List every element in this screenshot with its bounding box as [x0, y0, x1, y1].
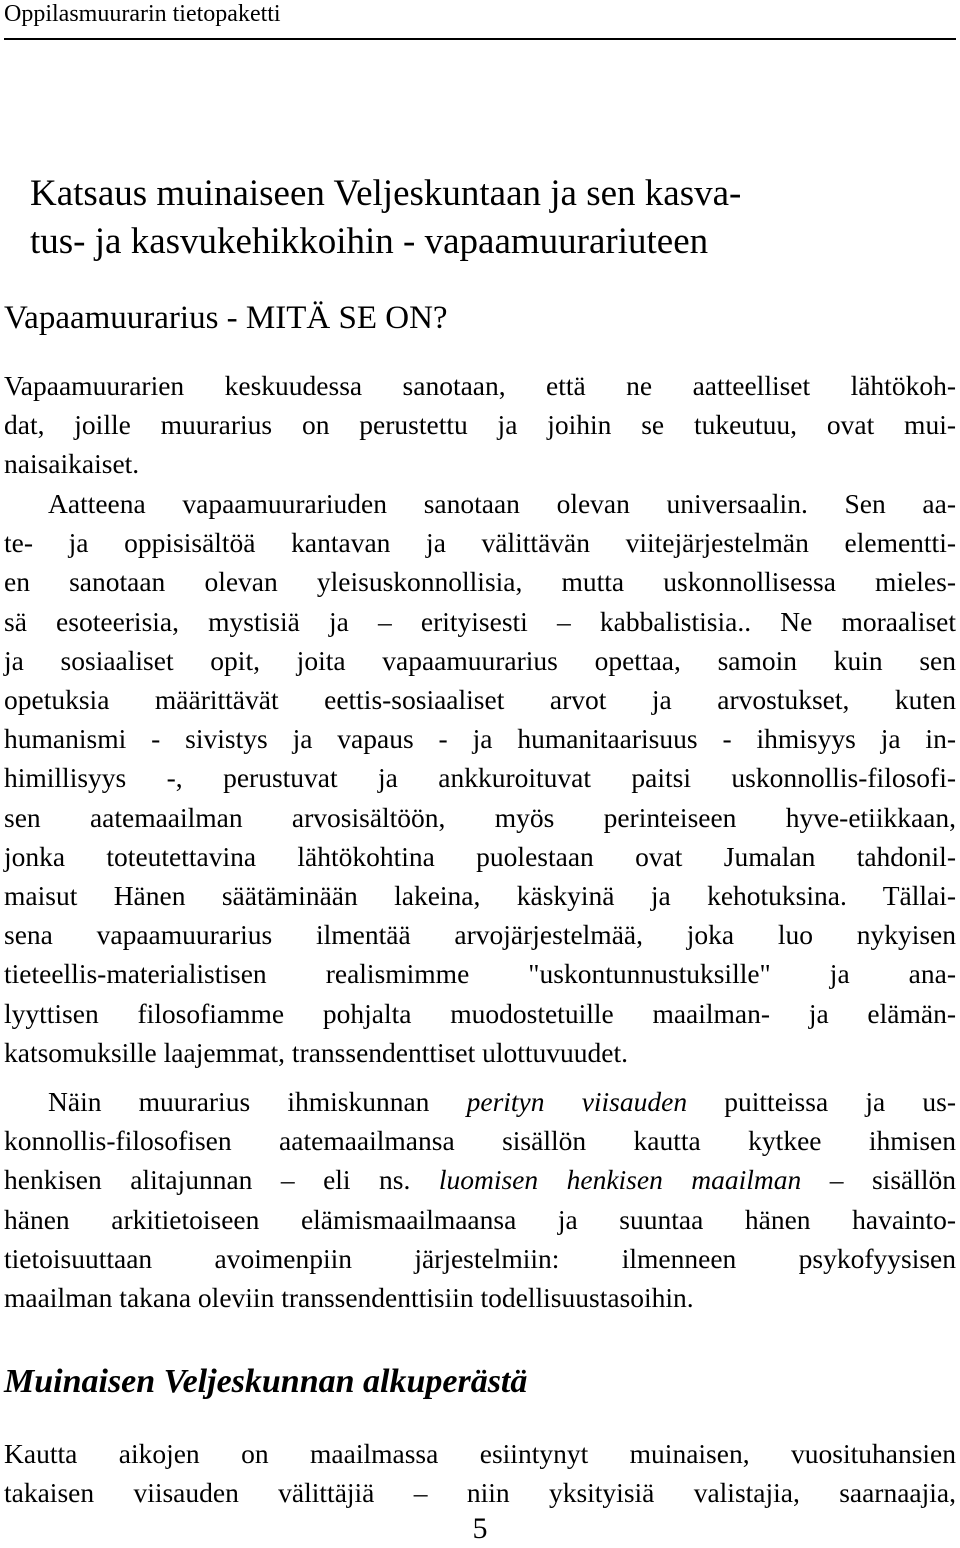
- document-title-line: tus- ja kasvukehikkoihin - vapaamuurariuteen: [30, 221, 709, 262]
- text-run: – sisällön: [801, 1164, 957, 1196]
- text-line: naisaikaiset.: [4, 448, 140, 480]
- text-line: hänen arkitietoiseen elämismaailmaansa ja suuntaa hänen havainto-: [4, 1203, 956, 1235]
- emphasis-text: perityn viisauden: [466, 1086, 688, 1117]
- text-line: ja sosiaaliset opit, joita vapaamuurarius opettaa, samoin kuin sen: [4, 644, 956, 676]
- text-line: dat, joille muurarius on perustettu ja joihin se tukeutuu, ovat mui-: [4, 409, 956, 441]
- text-run: henkisen alitajunnan – eli ns.: [4, 1164, 439, 1196]
- paragraph-universal: [4, 484, 956, 1072]
- text-line: Aatteena vapaamuurariuden sanotaan olevan universaalin. Sen aa-: [48, 488, 956, 519]
- text-line: maailman takana oleviin transsendenttisiin todellisuustasoihin.: [4, 1282, 694, 1314]
- paragraph-intro: [4, 366, 956, 484]
- header-rule: [4, 38, 956, 40]
- emphasis-text: luomisen henkisen maailman: [438, 1164, 802, 1196]
- text-line: sena vapaamuurarius ilmentää arvojärjestelmää, joka luo nykyisen: [4, 919, 956, 951]
- text-line: humanismi - sivistys ja vapaus - ja humanitaarisuus - ihmisyys ja in-: [4, 723, 956, 755]
- text-line: Vapaamuurarien keskuudessa sanotaan, että ne aatteelliset lähtökoh-: [4, 370, 956, 401]
- text-line: himillisyys -, perustuvat ja ankkuroituvat paitsi uskonnollis-filosofi-: [4, 762, 956, 794]
- page-number: 5: [472, 1512, 488, 1545]
- text-line: Kautta aikojen on maailmassa esiintynyt muinaisen, vuosituhansien: [4, 1438, 956, 1469]
- text-line: en sanotaan olevan yleisuskonnollisia, mutta uskonnollisessa mieles-: [4, 566, 956, 598]
- subsection-heading: Muinaisen Veljeskunnan alkuperästä: [4, 1363, 528, 1400]
- text-line: opetuksia määrittävät eettis-sosiaaliset arvot ja arvostukset, kuten: [4, 684, 956, 716]
- text-line: takaisen viisauden välittäjiä – niin yksityisiä valistajia, saarnaajia,: [4, 1477, 956, 1509]
- text-line: sen aatemaailman arvosisältöön, myös perinteiseen hyve-etiikkaan,: [4, 801, 956, 833]
- text-line: [4, 1160, 956, 1199]
- text-line: tietoisuuttaan avoimenpiin järjestelmiin: ilmenneen psykofyysisen: [4, 1242, 956, 1274]
- running-header: Oppilasmuurarin tietopaketti: [4, 1, 281, 27]
- text-line: maisut Hänen säätäminään lakeina, käskyinä ja kehotuksina. Tällai-: [4, 880, 956, 912]
- text-line: [4, 1082, 956, 1121]
- text-line: tieteellis-materialistisen realismimme "uskontunnustuksille" ja ana-: [4, 958, 956, 990]
- text-line: sä esoteerisia, mystisiä ja – erityisesti – kabbalistisia.. Ne moraaliset: [4, 605, 956, 637]
- paragraph-origin: [4, 1434, 956, 1512]
- document-title: [30, 170, 930, 266]
- text-line: lyyttisen filosofiamme pohjalta muodostetuille maailman- ja elämän-: [4, 997, 956, 1029]
- text-line: katsomuksille laajemmat, transsendenttiset ulottuvuudet.: [4, 1036, 628, 1068]
- text-line: konnollis-filosofisen aatemaailmansa sisällön kautta kytkee ihmisen: [4, 1125, 956, 1157]
- text-run: puitteissa ja us-: [687, 1086, 956, 1117]
- text-line: te- ja oppisisältöä kantavan ja välittävän viitejärjestelmän elementti-: [4, 527, 956, 559]
- paragraph-wisdom: [4, 1082, 956, 1317]
- section-heading: Vapaamuurarius - MITÄ SE ON?: [4, 300, 448, 336]
- text-line: jonka toteutettavina lähtökohtina puolestaan ovat Jumalan tahdonil-: [4, 840, 956, 872]
- text-run: Näin muurarius ihmiskunnan: [48, 1086, 467, 1117]
- document-title-line: Katsaus muinaiseen Veljeskuntaan ja sen kasva-: [30, 173, 742, 214]
